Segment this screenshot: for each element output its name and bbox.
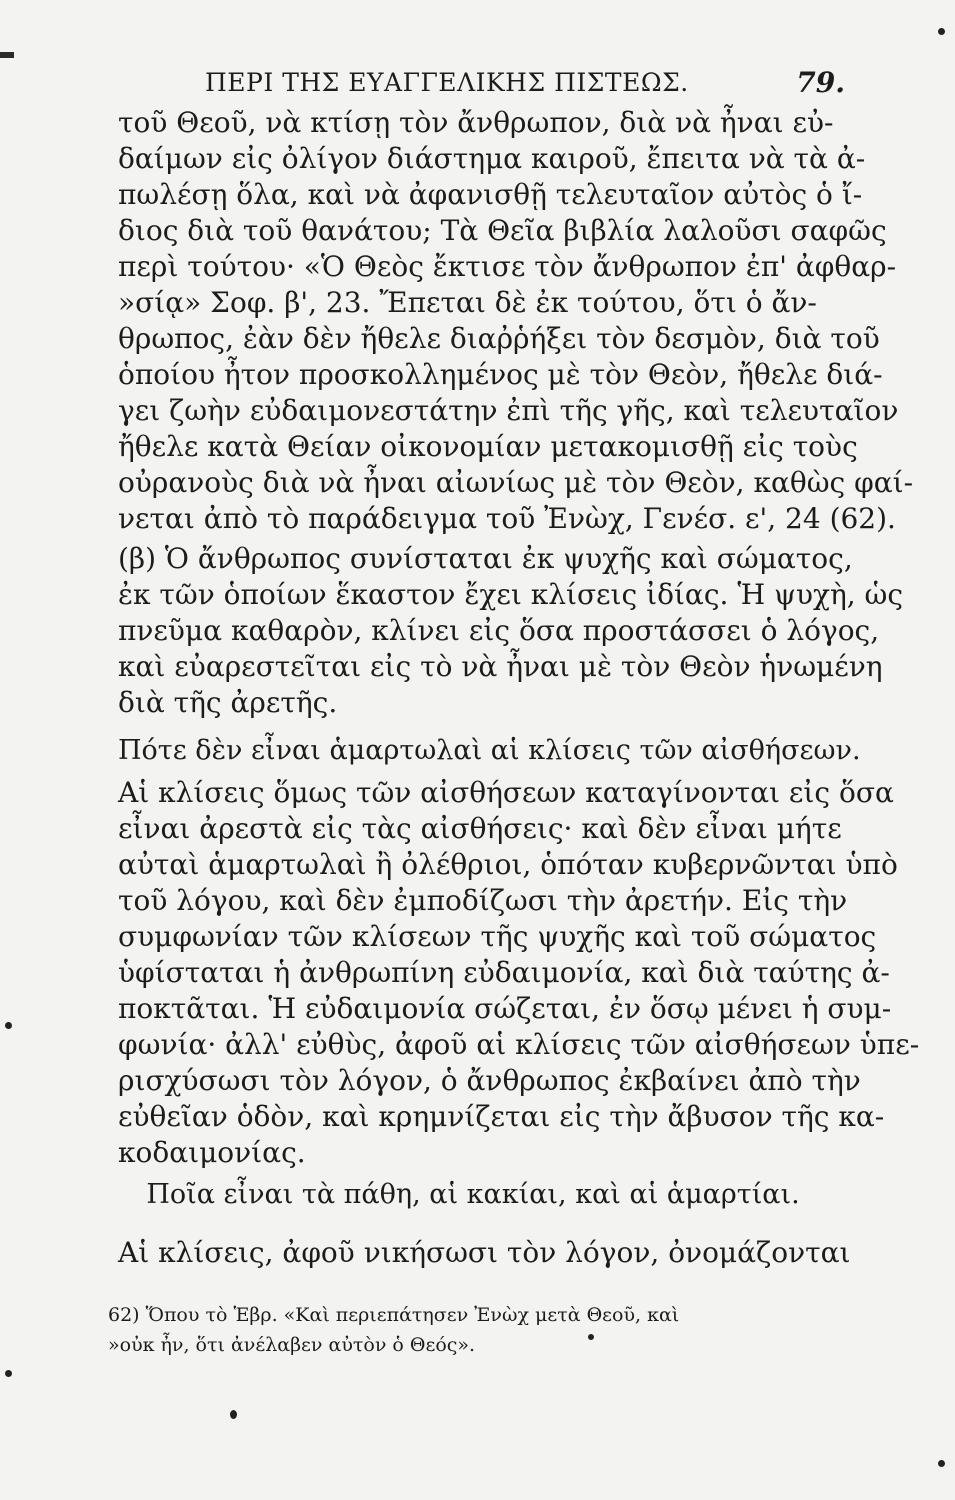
text-line: πωλέσῃ ὅλα, καὶ νὰ ἀφανισθῇ τελευταῖον αὐτὸς ὁ ἴ- bbox=[118, 178, 863, 211]
running-title: ΠΕΡΙ ΤΗΣ ΕΥΑΓΓΕΛΙΚΗΣ ΠΙΣΤΕΩΣ. bbox=[205, 68, 689, 97]
page-edge-mark bbox=[0, 52, 14, 58]
footnote-62 bbox=[108, 1304, 828, 1364]
text-line: κοδαιμονίας. bbox=[118, 1136, 306, 1169]
paragraph-passions bbox=[118, 1236, 851, 1274]
text-line: νεται ἀπὸ τὸ παράδειγμα τοῦ Ἐνὼχ, Γενέσ. ε', 24 (62). bbox=[118, 502, 896, 535]
text-line: συμφωνίαν τῶν κλίσεων τῆς ψυχῆς καὶ τοῦ σώματος bbox=[118, 920, 877, 953]
text-line: φωνία· ἀλλ' εὐθὺς, ἀφοῦ αἱ κλίσεις τῶν αἰσθήσεων ὑπε- bbox=[118, 1028, 920, 1061]
text-line: Αἱ κλίσεις ὅμως τῶν αἰσθήσεων καταγίνονται εἰς ὅσα bbox=[118, 776, 894, 809]
text-line: θρωπος, ἐὰν δὲν ἤθελε διαῤῥήξει τὸν δεσμὸν, διὰ τοῦ bbox=[118, 322, 880, 355]
text-line: Αἱ κλίσεις, ἀφοῦ νικήσωσι τὸν λόγον, ὀνομάζονται bbox=[118, 1236, 851, 1269]
text-line: διὰ τῆς ἀρετῆς. bbox=[118, 686, 338, 719]
text-line: γει ζωὴν εὐδαιμονεστάτην ἐπὶ τῆς γῆς, καὶ τελευταῖον bbox=[118, 394, 899, 427]
footnote-line: »οὐκ ἦν, ὅτι ἀνέλαβεν αὐτὸν ὁ Θεός». bbox=[108, 1334, 476, 1356]
text-line: εὐθεῖαν ὁδὸν, καὶ κρημνίζεται εἰς τὴν ἄβυσον τῆς κα- bbox=[118, 1100, 885, 1133]
ink-spot bbox=[230, 1410, 237, 1419]
text-line: περὶ τούτου· «Ὁ Θεὸς ἔκτισε τὸν ἄνθρωπον ἐπ' ἀφθαρ- bbox=[118, 250, 897, 283]
ink-spot bbox=[938, 1460, 945, 1467]
text-line: διος διὰ τοῦ θανάτου; Τὰ Θεῖα βιβλία λαλοῦσι σαφῶς bbox=[118, 214, 887, 247]
paragraph-senses bbox=[118, 776, 920, 1178]
text-line: ὑφίσταται ἡ ἀνθρωπίνη εὐδαιμονία, καὶ διὰ ταύτης ἀ- bbox=[118, 956, 890, 989]
text-line: »σίᾳ» Σοφ. β', 23. Ἔπεται δὲ ἐκ τούτου, ὅτι ὁ ἄν- bbox=[118, 286, 817, 319]
text-line: δαίμων εἰς ὀλίγον διάστημα καιροῦ, ἔπειτα νὰ τὰ ἀ- bbox=[118, 142, 866, 175]
page-number: 79. bbox=[796, 66, 845, 99]
text-line: οὐρανοὺς διὰ νὰ ἦναι αἰωνίως μὲ τὸν Θεὸν, καθὼς φαί- bbox=[118, 466, 914, 499]
text-line: ἤθελε κατὰ Θείαν οἰκονομίαν μετακομισθῇ εἰς τοὺς bbox=[118, 430, 858, 463]
text-line: καὶ εὐαρεστεῖται εἰς τὸ νὰ ἦναι μὲ τὸν Θεὸν ἡνωμένη bbox=[118, 650, 883, 683]
text-line: ὁποίου ἦτον προσκολλημένος μὲ τὸν Θεὸν, ἤθελε διά- bbox=[118, 358, 883, 391]
section-heading: Πότε δὲν εἶναι ἁμαρτωλαὶ αἱ κλίσεις τῶν αἰσθήσεων. bbox=[118, 735, 861, 766]
text-line: ἐκ τῶν ὁποίων ἕκαστον ἔχει κλίσεις ἰδίας. Ἡ ψυχὴ, ὡς bbox=[118, 578, 904, 611]
section-heading-2 bbox=[118, 1180, 828, 1216]
text-line: (β) Ὁ ἄνθρωπος συνίσταται ἐκ ψυχῆς καὶ σώματος, bbox=[118, 542, 853, 575]
paragraph-creation-of-man bbox=[118, 106, 914, 719]
text-line: πνεῦμα καθαρὸν, κλίνει εἰς ὅσα προστάσσει ὁ λόγος, bbox=[118, 614, 880, 647]
page-header bbox=[205, 66, 845, 102]
footnote-line: 62) Ὅπου τὸ Ἑβρ. «Καὶ περιεπάτησεν Ἐνὼχ μετὰ Θεοῦ, καὶ bbox=[108, 1304, 680, 1326]
text-line: ρισχύσωσι τὸν λόγον, ὁ ἄνθρωπος ἐκβαίνει ἀπὸ τὴν bbox=[118, 1064, 861, 1097]
text-line: ποκτᾶται. Ἡ εὐδαιμονία σώζεται, ἐν ὅσῳ μένει ἡ συμ- bbox=[118, 992, 892, 1025]
text-line: τοῦ λόγου, καὶ δὲν ἐμποδίζωσι τὴν ἀρετήν. Εἰς τὴν bbox=[118, 884, 848, 917]
text-line: εἶναι ἀρεστὰ εἰς τὰς αἰσθήσεις· καὶ δὲν εἶναι μήτε bbox=[118, 812, 842, 845]
ink-spot bbox=[5, 1370, 12, 1377]
section-heading: Ποῖα εἶναι τὰ πάθη, αἱ κακίαι, καὶ αἱ ἁμαρτίαι. bbox=[146, 1179, 800, 1210]
text-line: τοῦ Θεοῦ, νὰ κτίσῃ τὸν ἄνθρωπον, διὰ νὰ ἦναι εὐ- bbox=[118, 106, 834, 139]
ink-spot bbox=[5, 1022, 12, 1029]
text-line: αὐταὶ ἁμαρτωλαὶ ἢ ὀλέθριοι, ὁπόταν κυβερνῶνται ὑπὸ bbox=[118, 848, 898, 881]
ink-spot bbox=[938, 28, 945, 35]
section-heading-1 bbox=[118, 735, 861, 772]
